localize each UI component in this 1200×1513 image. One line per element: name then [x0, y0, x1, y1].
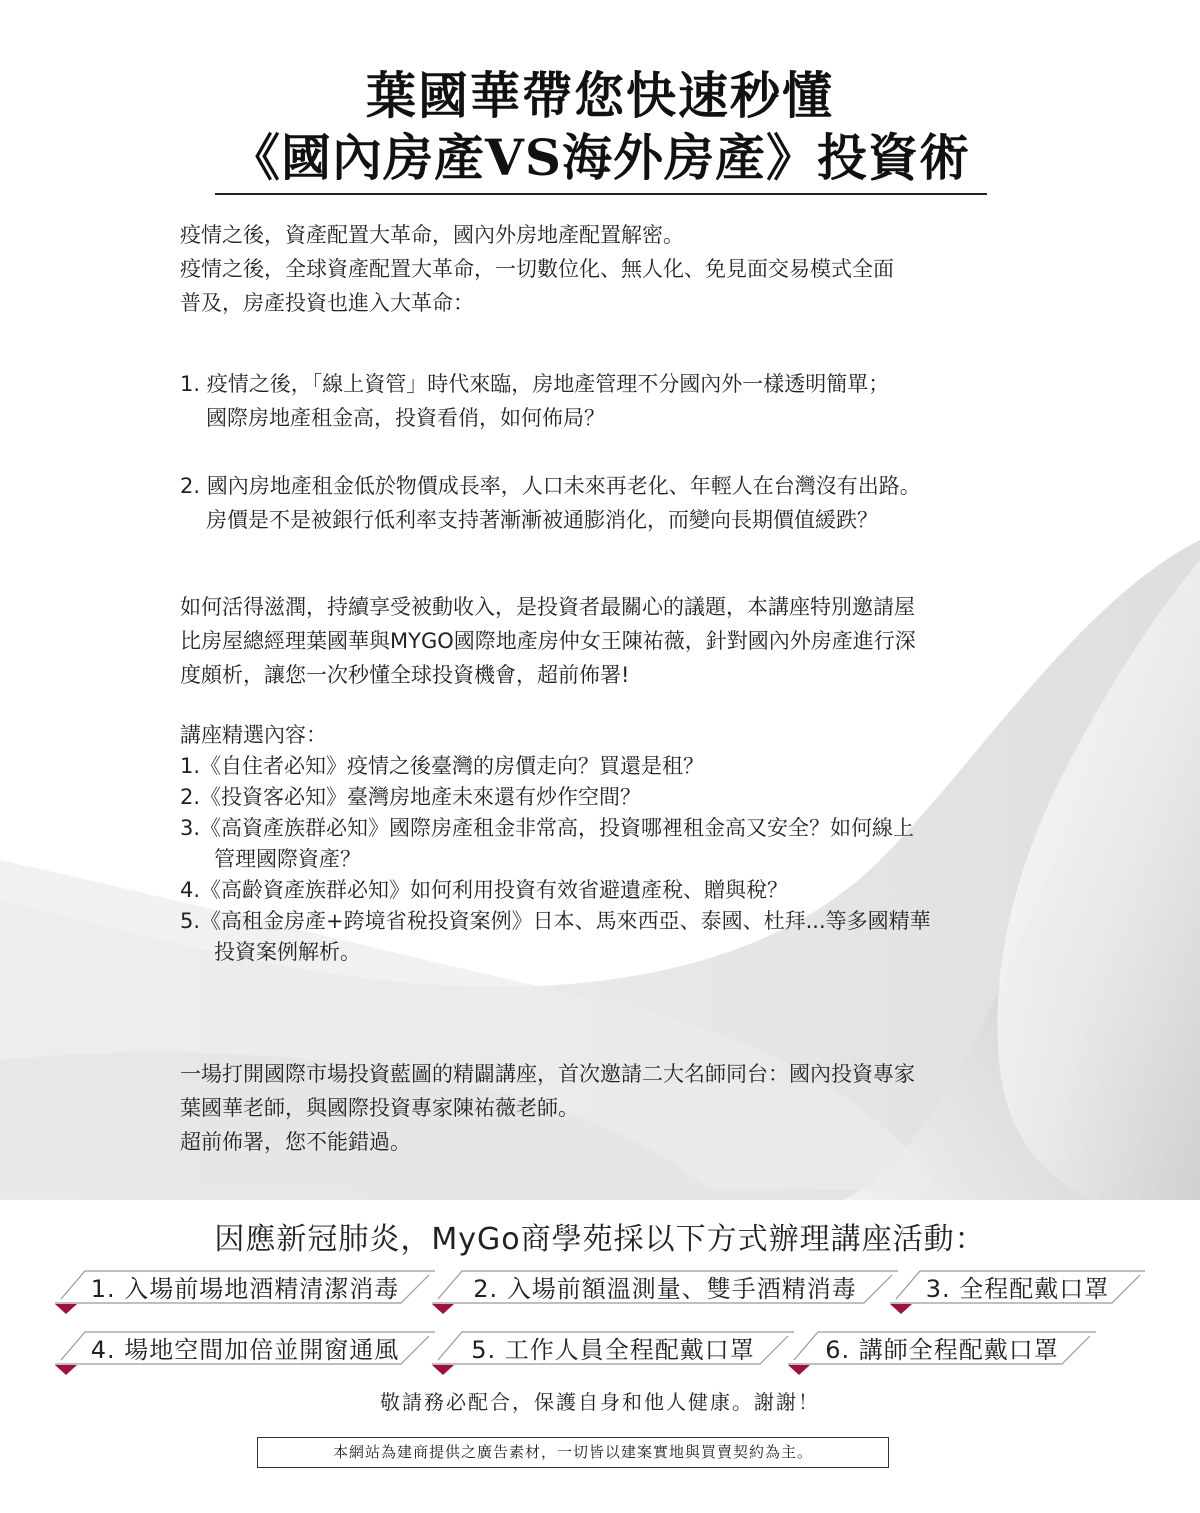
- course-item: 4.《高齡資產族群必知》如何利用投資有效省避遺產稅、贈與稅？: [180, 878, 789, 902]
- point-line: 1. 疫情之後，「線上資管」時代來臨，房地產管理不分國內外一樣透明簡單；: [180, 372, 890, 396]
- measure-badge: [432, 1267, 898, 1303]
- disclaimer-box: 本網站為建商提供之廣告素材，一切皆以建案實地與買賣契約為主。: [257, 1437, 889, 1468]
- course-item: 3.《高資產族群必知》國際房產租金非常高，投資哪裡租金高又安全？如何線上: [180, 816, 915, 840]
- course-item: 5.《高租金房產+跨境省稅投資案例》日本、馬來西亞、泰國、杜拜...等多國精華: [180, 909, 931, 933]
- closing-line: 葉國華老師，與國際投資專家陳祐薇老師。: [180, 1096, 579, 1120]
- measure-badge: [890, 1267, 1145, 1303]
- measure-badge: [432, 1328, 794, 1364]
- course-item: 2.《投資客必知》臺灣房地產未來還有炒作空間？: [180, 785, 642, 809]
- list-item: [180, 469, 1070, 537]
- course-item-continuation: 投資案例解析。: [214, 940, 361, 964]
- measure-label: 3. 全程配戴口罩: [925, 1275, 1110, 1303]
- covid-notice-heading: 因應新冠肺炎，MyGo商學苑採以下方式辦理講座活動：: [214, 1222, 986, 1257]
- intro-line: 疫情之後，全球資產配置大革命，一切數位化、無人化、免見面交易模式全面: [180, 257, 894, 281]
- measure-label: 1. 入場前場地酒精清潔消毒: [90, 1275, 400, 1303]
- invitation-line: 度頗析，讓您一次秒懂全球投資機會，超前佈署!: [180, 663, 630, 687]
- closing-paragraph: [180, 1057, 1070, 1159]
- measure-badge: [788, 1328, 1096, 1364]
- measure-badge: [55, 1267, 435, 1303]
- invitation-line: 比房屋總經理葉國華與MYGO國際地產房仲女王陳祐薇，針對國內外房產進行深: [180, 629, 916, 653]
- page-title-line1: 葉國華帶您快速秒懂: [366, 66, 834, 125]
- intro-line: 疫情之後，資產配置大革命，國內外房地產配置解密。: [180, 223, 684, 247]
- page-title-line2: 《國內房產VS海外房產》投資術: [230, 128, 970, 187]
- course-content: [180, 720, 1070, 968]
- intro-paragraph: [180, 218, 1070, 320]
- course-item-continuation: 管理國際資產？: [214, 847, 361, 871]
- intro-line: 普及，房產投資也進入大革命：: [180, 291, 474, 315]
- measure-label: 2. 入場前額溫測量、雙手酒精消毒: [473, 1275, 857, 1303]
- point-line: 國際房地產租金高，投資看俏，如何佈局？: [206, 406, 605, 430]
- title-divider: [215, 193, 987, 195]
- measure-badge: [55, 1328, 435, 1364]
- invitation-paragraph: [180, 590, 1070, 692]
- closing-line: 一場打開國際市場投資藍圖的精闢講座，首次邀請二大名師同台：國內投資專家: [180, 1062, 915, 1086]
- key-points-list: [180, 367, 1070, 537]
- point-line: 2. 國內房地產租金低於物價成長率，人口未來再老化、年輕人在台灣沒有出路。: [180, 474, 921, 498]
- thanks-message: 敬請務必配合，保護自身和他人健康。謝謝！: [380, 1390, 820, 1414]
- closing-line: 超前佈署，您不能錯過。: [180, 1130, 411, 1154]
- measure-label: 6. 講師全程配戴口罩: [825, 1336, 1059, 1364]
- list-item: [180, 367, 1070, 435]
- measure-label: 4. 場地空間加倍並開窗通風: [90, 1336, 400, 1364]
- course-item: 1.《自住者必知》疫情之後臺灣的房價走向？買還是租？: [180, 754, 705, 778]
- point-line: 房價是不是被銀行低利率支持著漸漸被通膨消化，而變向長期價值緩跌？: [206, 508, 878, 532]
- measure-label: 5. 工作人員全程配戴口罩: [471, 1336, 755, 1364]
- invitation-line: 如何活得滋潤，持續享受被動收入，是投資者最關心的議題，本講座特別邀請屋: [180, 595, 915, 619]
- course-heading: 講座精選內容：: [180, 723, 327, 747]
